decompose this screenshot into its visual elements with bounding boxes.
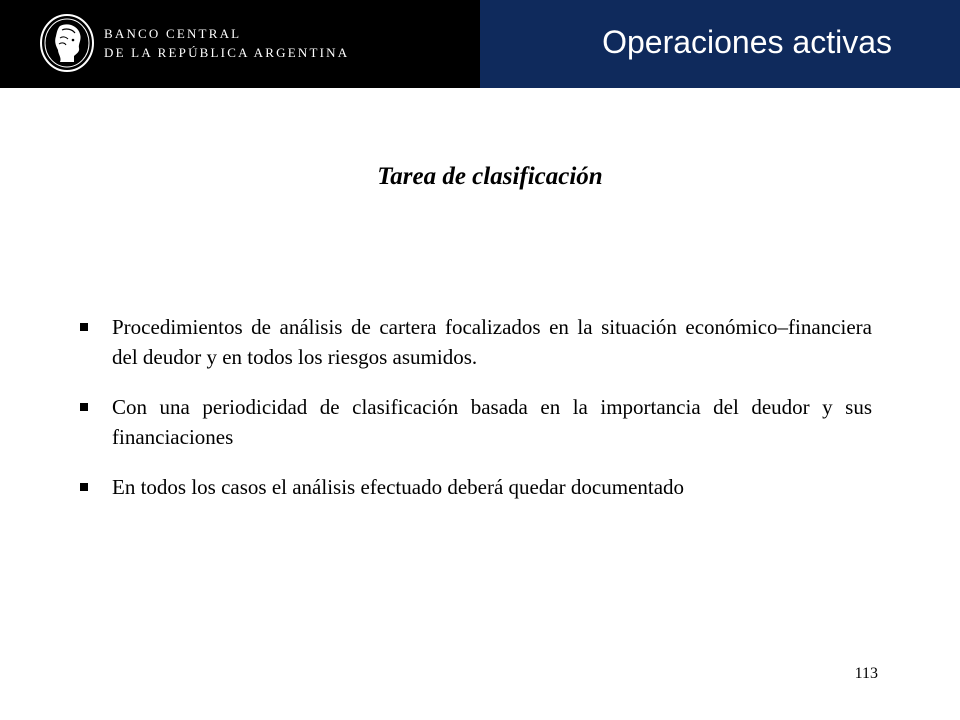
header-right-band [480,0,960,88]
bank-name-line1: BANCO CENTRAL [104,26,242,41]
bullet-item [80,472,872,502]
bcra-effigy-logo-icon [38,12,96,74]
bullet-text: Procedimientos de análisis de cartera focalizados en la situación económico–financiera del deudor y en todos los riesgos asumidos. [112,315,872,369]
bank-name [104,24,349,62]
bullet-item [80,312,872,372]
bullet-text: En todos los casos el análisis efectuado deberá quedar documentado [112,475,685,499]
slide-title: Tarea de clasificación [377,163,603,190]
header-left-band [0,0,480,88]
square-bullet-icon [80,403,88,411]
bullet-text: Con una periodicidad de clasificación basada en la importancia del deudor y sus financiaciones [112,395,872,449]
square-bullet-icon [80,323,88,331]
bullet-list [80,312,872,522]
page-number: 113 [854,665,878,682]
section-title: Operaciones activas [602,24,892,60]
bullet-item [80,392,872,452]
bank-name-line2: DE LA REPÚBLICA ARGENTINA [104,45,350,60]
square-bullet-icon [80,483,88,491]
